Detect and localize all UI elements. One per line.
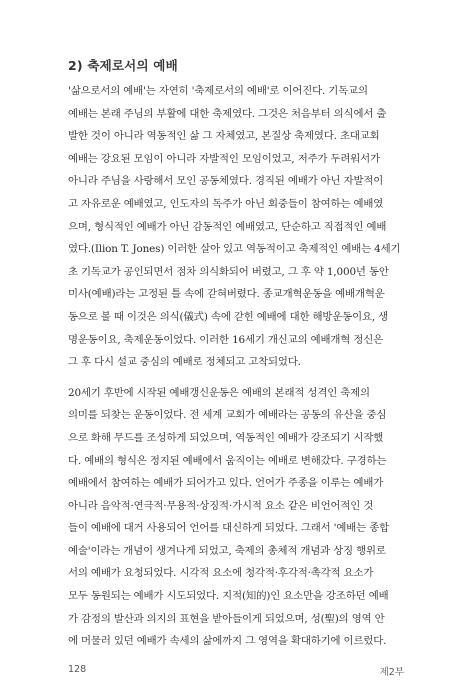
text-line: 고 자유로운 예배였고, 인도자의 독주가 아닌 회중들이 참여하는 예배였 [68,197,384,210]
text-line: 에 머물러 있던 예배가 속세의 삶에까지 그 영역을 확대하기에 이르렀다. [68,635,387,648]
text-line: '삶으로서의 예배'는 자연히 '축제로서의 예배'로 이어진다. 기독교의 [68,85,368,97]
part-label: 제2부 [379,667,404,678]
text-line: 다. 예배의 형식은 정지된 예배에서 움직이는 예배로 변해갔다. 구경하는 [68,454,387,467]
text-line: 으로 화해 무드를 조성하게 되었으며, 역동적인 예배가 강조되기 시작했 [68,431,384,444]
text-line: 미사(예배)라는 고정된 틀 속에 갇혀버렸다. 종교개혁운동을 예배개혁운 [68,288,385,301]
page-number: 128 [68,664,87,675]
text-line: 예배는 강요된 모임이 아니라 자발적인 모임이었고, 저주가 두려워서가 [68,152,380,165]
section-heading: 2) 축제로서의 예배 [68,58,178,73]
text-line: 가 감정의 발산과 의지의 표현을 받아들이게 되었으며, 성(聖)의 영역 안 [68,612,385,625]
paragraph-2 [68,382,404,653]
text-line: 명운동이요, 축제운동이었다. 이러한 16세기 개신교의 예배개혁 정신은 [68,333,383,346]
text-line: 발한 것이 아니라 역동적인 삶 그 자체였고, 본질상 축제였다. 초대교회 [68,130,380,143]
text-line: 의미를 되찾는 운동이었다. 전 세계 교회가 예배라는 공동의 유산을 중심 [68,409,387,422]
text-line: 였다.(Ilion T. Jones) 이러한 살아 있고 역동적이고 축제적인 예배는 4세기 [68,243,401,256]
text-line: 으며, 형식적인 예배가 아닌 감동적인 예배였고, 단순하고 직접적인 예배 [68,220,387,233]
text-line: 서의 예배가 요청되었다. 시각적 요소에 청각적·후각적·촉각적 요소가 [68,567,374,580]
text-line: 예배는 본래 주님의 부활에 대한 축제였다. 그것은 처음부터 의식에서 출 [68,107,387,120]
paragraph-1 [68,80,404,374]
text-line: 모두 동원되는 예배가 시도되었다. 지적(知的)인 요소만을 강조하던 예배 [68,590,389,603]
text-line: 아니라 음악적·연극적·무용적·상징적·가시적 요소 같은 비언어적인 것 [68,499,374,512]
text-line: 그 후 다시 설교 중심의 예배로 정체되고 고착되었다. [68,356,301,369]
paragraph-gap [68,374,404,382]
body-text [68,80,404,653]
text-line: 동으로 볼 때 이것은 의식(儀式) 속에 갇힌 예배에 대한 해방운동이요, 생 [68,310,389,323]
text-line: 20세기 후반에 시작된 예배갱신운동은 예배의 본래적 성격인 축제의 [68,386,370,399]
text-line: 예배에서 참여하는 예배가 되어가고 있다. 언어가 주종을 이루는 예배가 [68,477,384,490]
text-line: 들이 예배에 대거 사용되어 언어를 대신하게 되었다. 그래서 '예배는 종합 [68,522,389,535]
text-line: 초 기독교가 공인되면서 점차 의식화되어 버렸고, 그 후 약 1,000년 동안 [68,265,389,278]
text-line: 예술'이라는 개념이 생겨나게 되었고, 축제의 총체적 개념과 상징 행위로 [68,544,386,557]
text-line: 아니라 주님을 사랑해서 모인 공동체였다. 경직된 예배가 아닌 자발적이 [68,175,384,188]
